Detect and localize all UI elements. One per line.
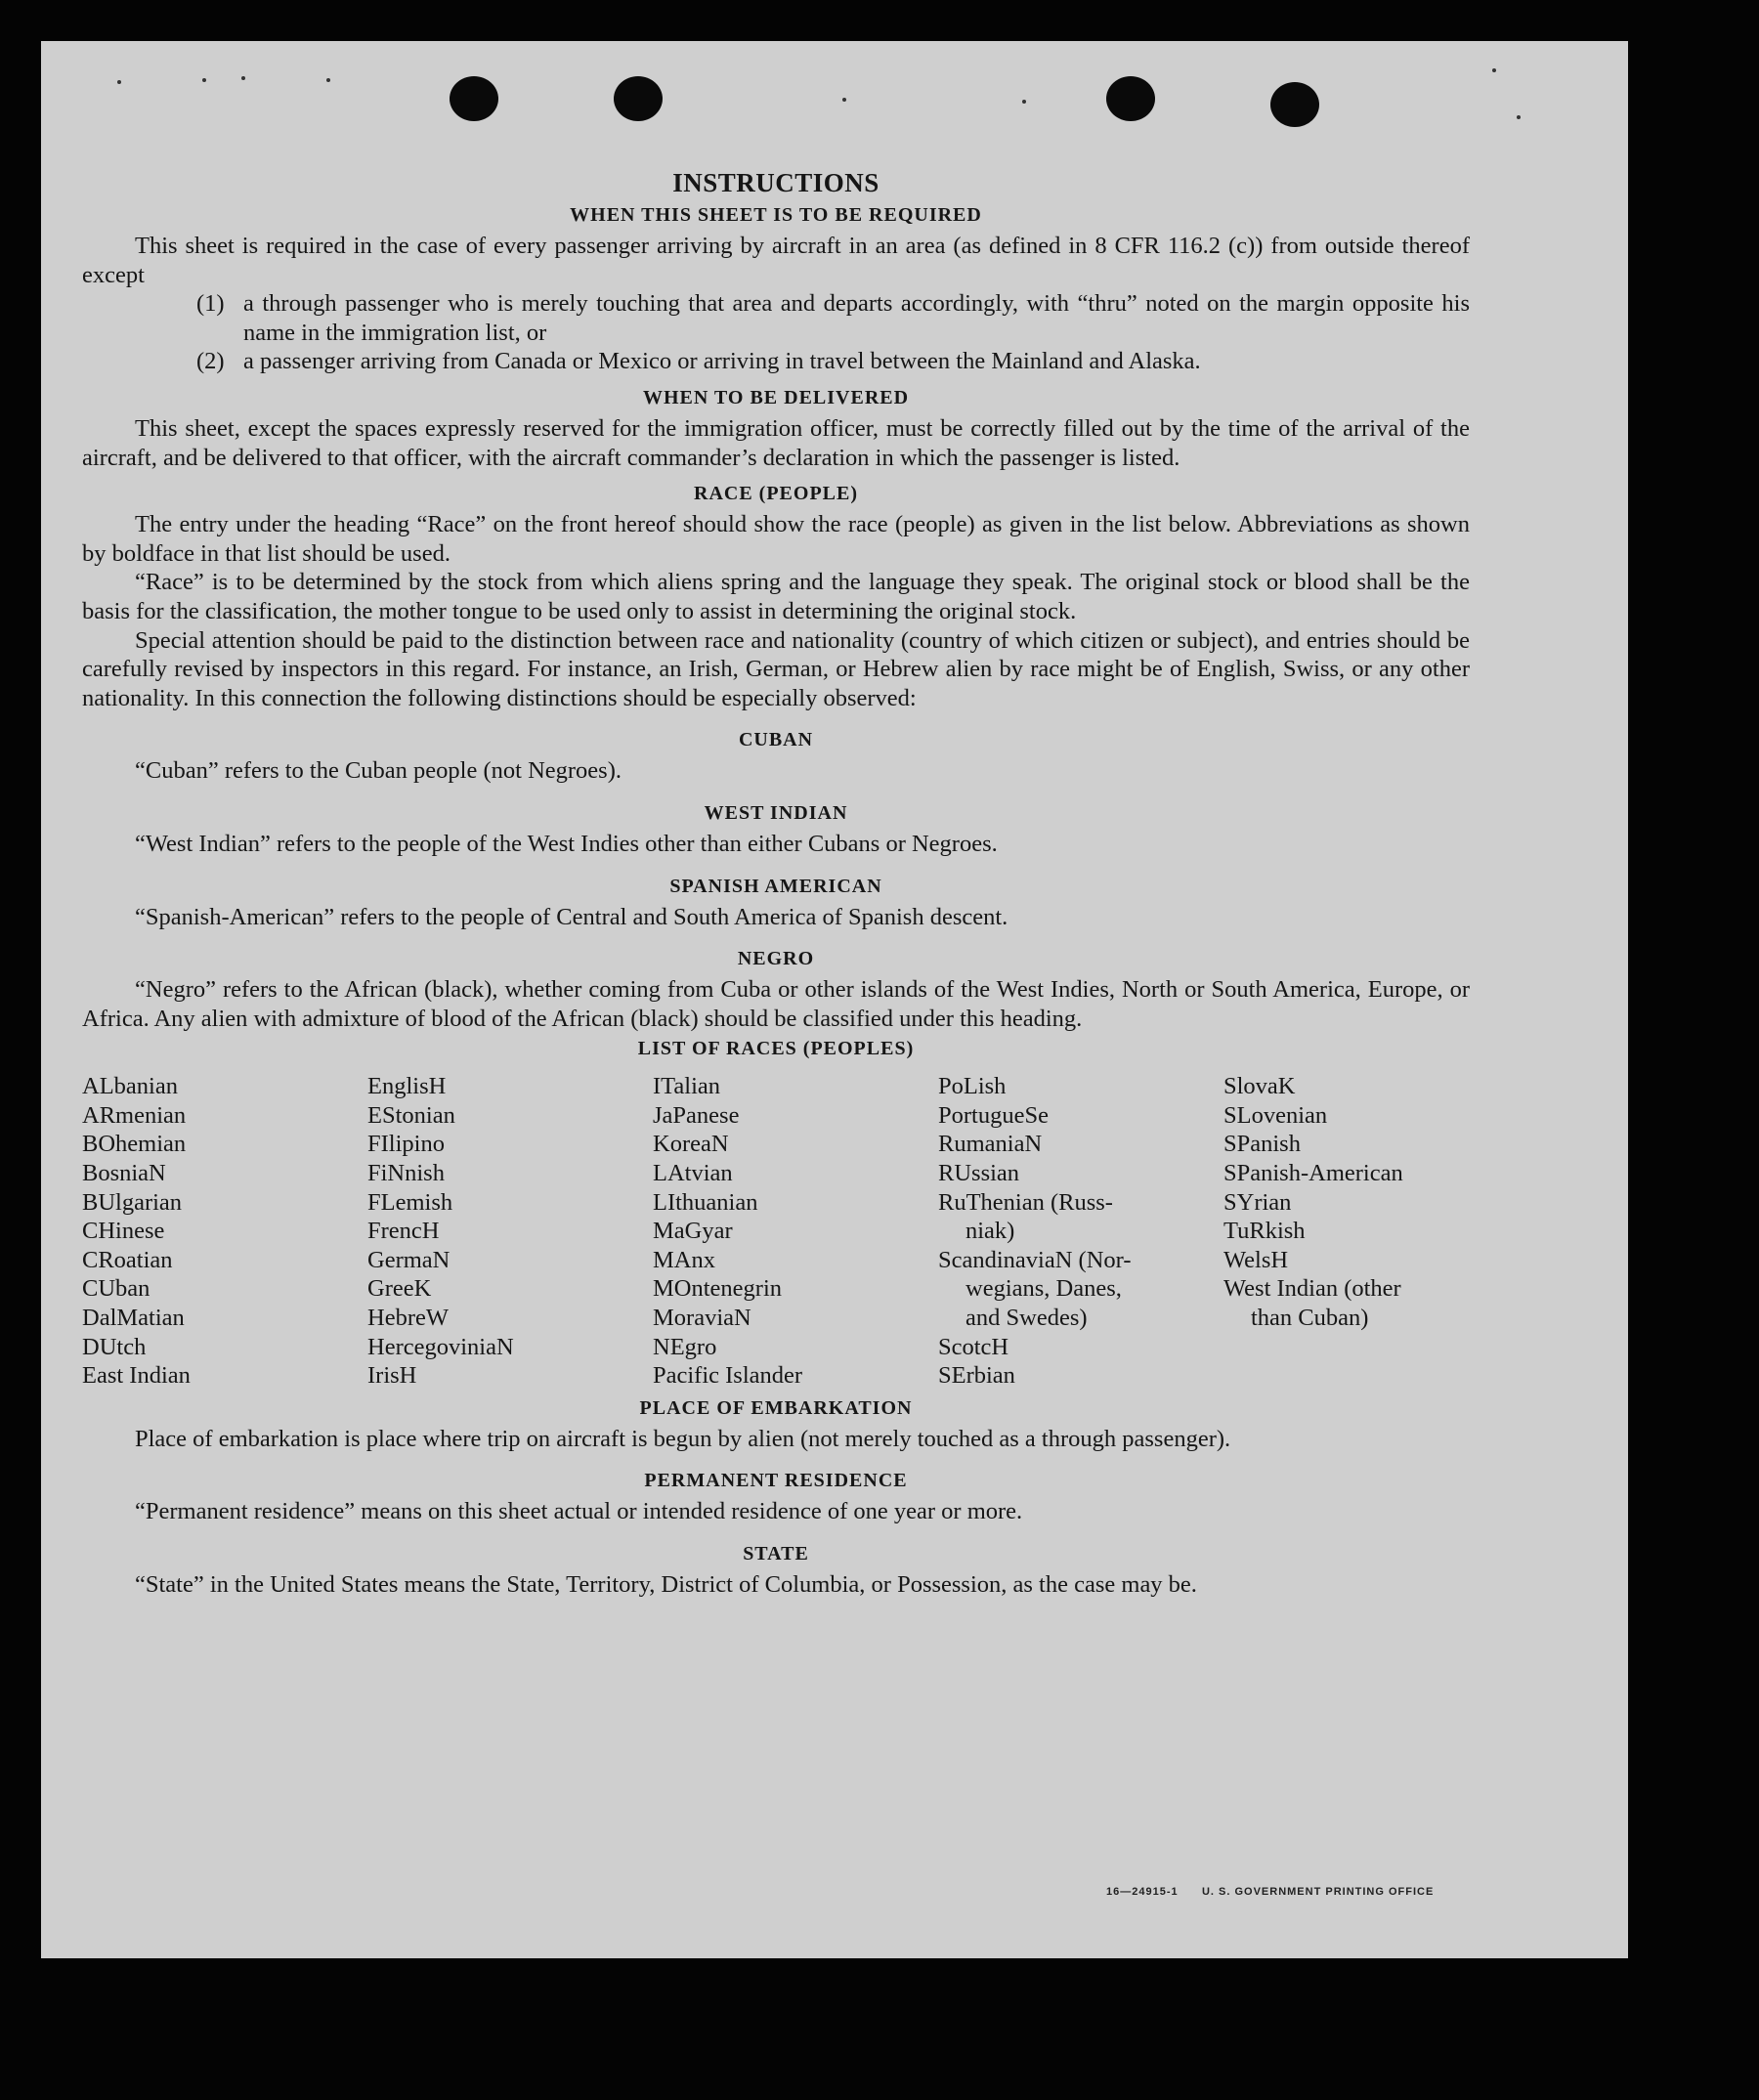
race-column	[938, 1072, 1223, 1391]
punch-hole	[614, 76, 663, 121]
race-entry: ScandinaviaN (Nor-	[938, 1246, 1132, 1273]
race-entry: JaPanese	[653, 1101, 740, 1129]
section-heading-residence: PERMANENT RESIDENCE	[644, 1470, 908, 1492]
race-entry: FiNnish	[367, 1160, 445, 1187]
section-heading-required: WHEN THIS SHEET IS TO BE REQUIRED	[570, 204, 982, 226]
race-entry: LIthuanian	[653, 1188, 758, 1216]
race-entry: RumaniaN	[938, 1131, 1043, 1158]
race-entry: FrencH	[367, 1218, 440, 1245]
race-paragraph: The entry under the heading “Race” on the front hereof should show the race (people) as given in the list below. Abbreviations as shown by boldface in that list should be used.	[82, 511, 1470, 567]
punch-hole	[1106, 76, 1155, 121]
race-entry: BUlgarian	[82, 1188, 183, 1216]
cuban-text: “Cuban” refers to the Cuban people (not Negroes).	[135, 757, 622, 785]
race-entry: EStonian	[367, 1101, 455, 1129]
race-column	[367, 1072, 653, 1391]
race-entry: MaGyar	[653, 1218, 733, 1245]
section-heading-negro: NEGRO	[737, 948, 815, 970]
race-entry: West Indian (other	[1223, 1275, 1401, 1303]
race-entry: than Cuban)	[1251, 1305, 1369, 1332]
race-column	[82, 1072, 367, 1391]
race-entry: KoreaN	[653, 1131, 729, 1158]
race-entry: SYrian	[1223, 1188, 1292, 1216]
race-entry: RuThenian (Russ-	[938, 1188, 1113, 1216]
required-item: (2) a passenger arriving from Canada or Mexico or arriving in travel between the Mainland and Alaska.	[196, 348, 1201, 375]
required-item: (1) a through passenger who is merely touching that area and departs accordingly, with “thru” noted on the margin opposite his name in the immigration list, or	[196, 290, 1470, 346]
negro-text: “Negro” refers to the African (black), whether coming from Cuba or other islands of the West Indies, North or South America, Europe, or Africa. Any alien with admixture of blood of the African (black) should be classified under this heading.	[82, 976, 1470, 1032]
section-heading-embarkation: PLACE OF EMBARKATION	[639, 1396, 913, 1419]
race-entry: EnglisH	[367, 1073, 447, 1100]
punch-hole	[1270, 82, 1319, 127]
race-entry: East Indian	[82, 1362, 191, 1390]
race-entry: SLovenian	[1223, 1101, 1328, 1129]
instructions-body	[82, 166, 1470, 1600]
race-entry: SPanish-American	[1223, 1160, 1403, 1187]
embarkation-text: Place of embarkation is place where trip on aircraft is begun by alien (not merely touched as a through passenger).	[135, 1425, 1231, 1452]
document-sheet	[41, 41, 1628, 1958]
race-entry: SlovaK	[1223, 1073, 1296, 1100]
state-text: “State” in the United States means the State, Territory, District of Columbia, or Possession, as the case may be.	[135, 1571, 1197, 1598]
race-entry: FIlipino	[367, 1131, 445, 1158]
west-indian-text: “West Indian” refers to the people of the West Indies other than either Cubans or Negroes.	[135, 830, 998, 857]
race-entry: IrisH	[367, 1362, 417, 1390]
race-entry: ITalian	[653, 1073, 721, 1100]
race-entry: niak)	[965, 1218, 1015, 1245]
race-entry: CRoatian	[82, 1246, 173, 1273]
race-entry: and Swedes)	[965, 1305, 1088, 1332]
race-entry: CHinese	[82, 1218, 165, 1245]
race-entry: BOhemian	[82, 1131, 187, 1158]
form-footer	[1106, 1886, 1434, 1898]
race-entry: ALbanian	[82, 1073, 178, 1100]
race-entry: LAtvian	[653, 1160, 733, 1187]
race-entry: ARmenian	[82, 1101, 187, 1129]
section-heading-race: RACE (PEOPLE)	[694, 483, 858, 505]
spanish-american-text: “Spanish-American” refers to the people of Central and South America of Spanish descent.	[135, 903, 1008, 930]
race-entry: SPanish	[1223, 1131, 1301, 1158]
residence-text: “Permanent residence” means on this sheet actual or intended residence of one year or more.	[135, 1498, 1023, 1525]
punch-hole	[450, 76, 498, 121]
section-heading-race-list: LIST OF RACES (PEOPLES)	[637, 1038, 915, 1060]
race-entry: DUtch	[82, 1333, 147, 1360]
race-entry: NEgro	[653, 1333, 717, 1360]
race-entry: MoraviaN	[653, 1305, 751, 1332]
race-entry: GreeK	[367, 1275, 432, 1303]
section-heading-delivered: WHEN TO BE DELIVERED	[642, 386, 910, 408]
section-heading-west-indian: WEST INDIAN	[704, 801, 848, 824]
race-paragraph: “Race” is to be determined by the stock from which aliens spring and the language they speak. The original stock or blood shall be the basis for the classification, the mother tongue to be used only to assist in determining the original stock.	[82, 569, 1470, 624]
race-entry: HercegoviniaN	[367, 1333, 514, 1360]
race-entry: PortugueSe	[938, 1101, 1049, 1129]
page-title: INSTRUCTIONS	[672, 168, 880, 197]
section-heading-cuban: CUBAN	[738, 729, 814, 751]
form-code: 16—24915-1	[1106, 1886, 1179, 1898]
race-entry: TuRkish	[1223, 1218, 1306, 1245]
race-entry: ScotcH	[938, 1333, 1009, 1360]
printer-imprint: U. S. GOVERNMENT PRINTING OFFICE	[1201, 1886, 1435, 1898]
section-heading-spanish-american: SPANISH AMERICAN	[669, 875, 882, 897]
section-heading-state: STATE	[743, 1543, 809, 1564]
race-entry: FLemish	[367, 1188, 453, 1216]
race-entry: HebreW	[367, 1305, 449, 1332]
race-entry: GermaN	[367, 1246, 450, 1273]
race-list	[82, 1072, 1470, 1391]
race-entry: BosniaN	[82, 1160, 166, 1187]
race-paragraph: Special attention should be paid to the distinction between race and nationality (country of which citizen or subject), and entries should be carefully revised by inspectors in this regard. For instance, an Irish, German, or Hebrew alien by race might be of English, Swiss, or any other nationality. In this connection the following distinctions should be especially observed:	[82, 626, 1470, 711]
race-entry: MAnx	[653, 1246, 715, 1273]
delivered-text: This sheet, except the spaces expressly reserved for the immigration officer, must be correctly filled out by the time of the arrival of the aircraft, and be delivered to that officer, with the aircraft commander’s declaration in which the passenger is listed.	[82, 414, 1470, 471]
required-intro: This sheet is required in the case of every passenger arriving by aircraft in an area (as defined in 8 CFR 116.2 (c)) from outside thereof except	[82, 233, 1470, 288]
race-entry: MOntenegrin	[653, 1275, 782, 1303]
race-entry: DalMatian	[82, 1305, 185, 1332]
race-entry: WelsH	[1223, 1246, 1289, 1273]
race-column	[653, 1072, 938, 1391]
race-column	[1223, 1072, 1470, 1391]
race-entry: SErbian	[938, 1362, 1015, 1390]
race-entry: PoLish	[938, 1073, 1007, 1100]
race-entry: Pacific Islander	[653, 1362, 803, 1390]
race-entry: wegians, Danes,	[965, 1275, 1122, 1303]
race-entry: CUban	[82, 1275, 150, 1303]
race-entry: RUssian	[938, 1160, 1020, 1187]
